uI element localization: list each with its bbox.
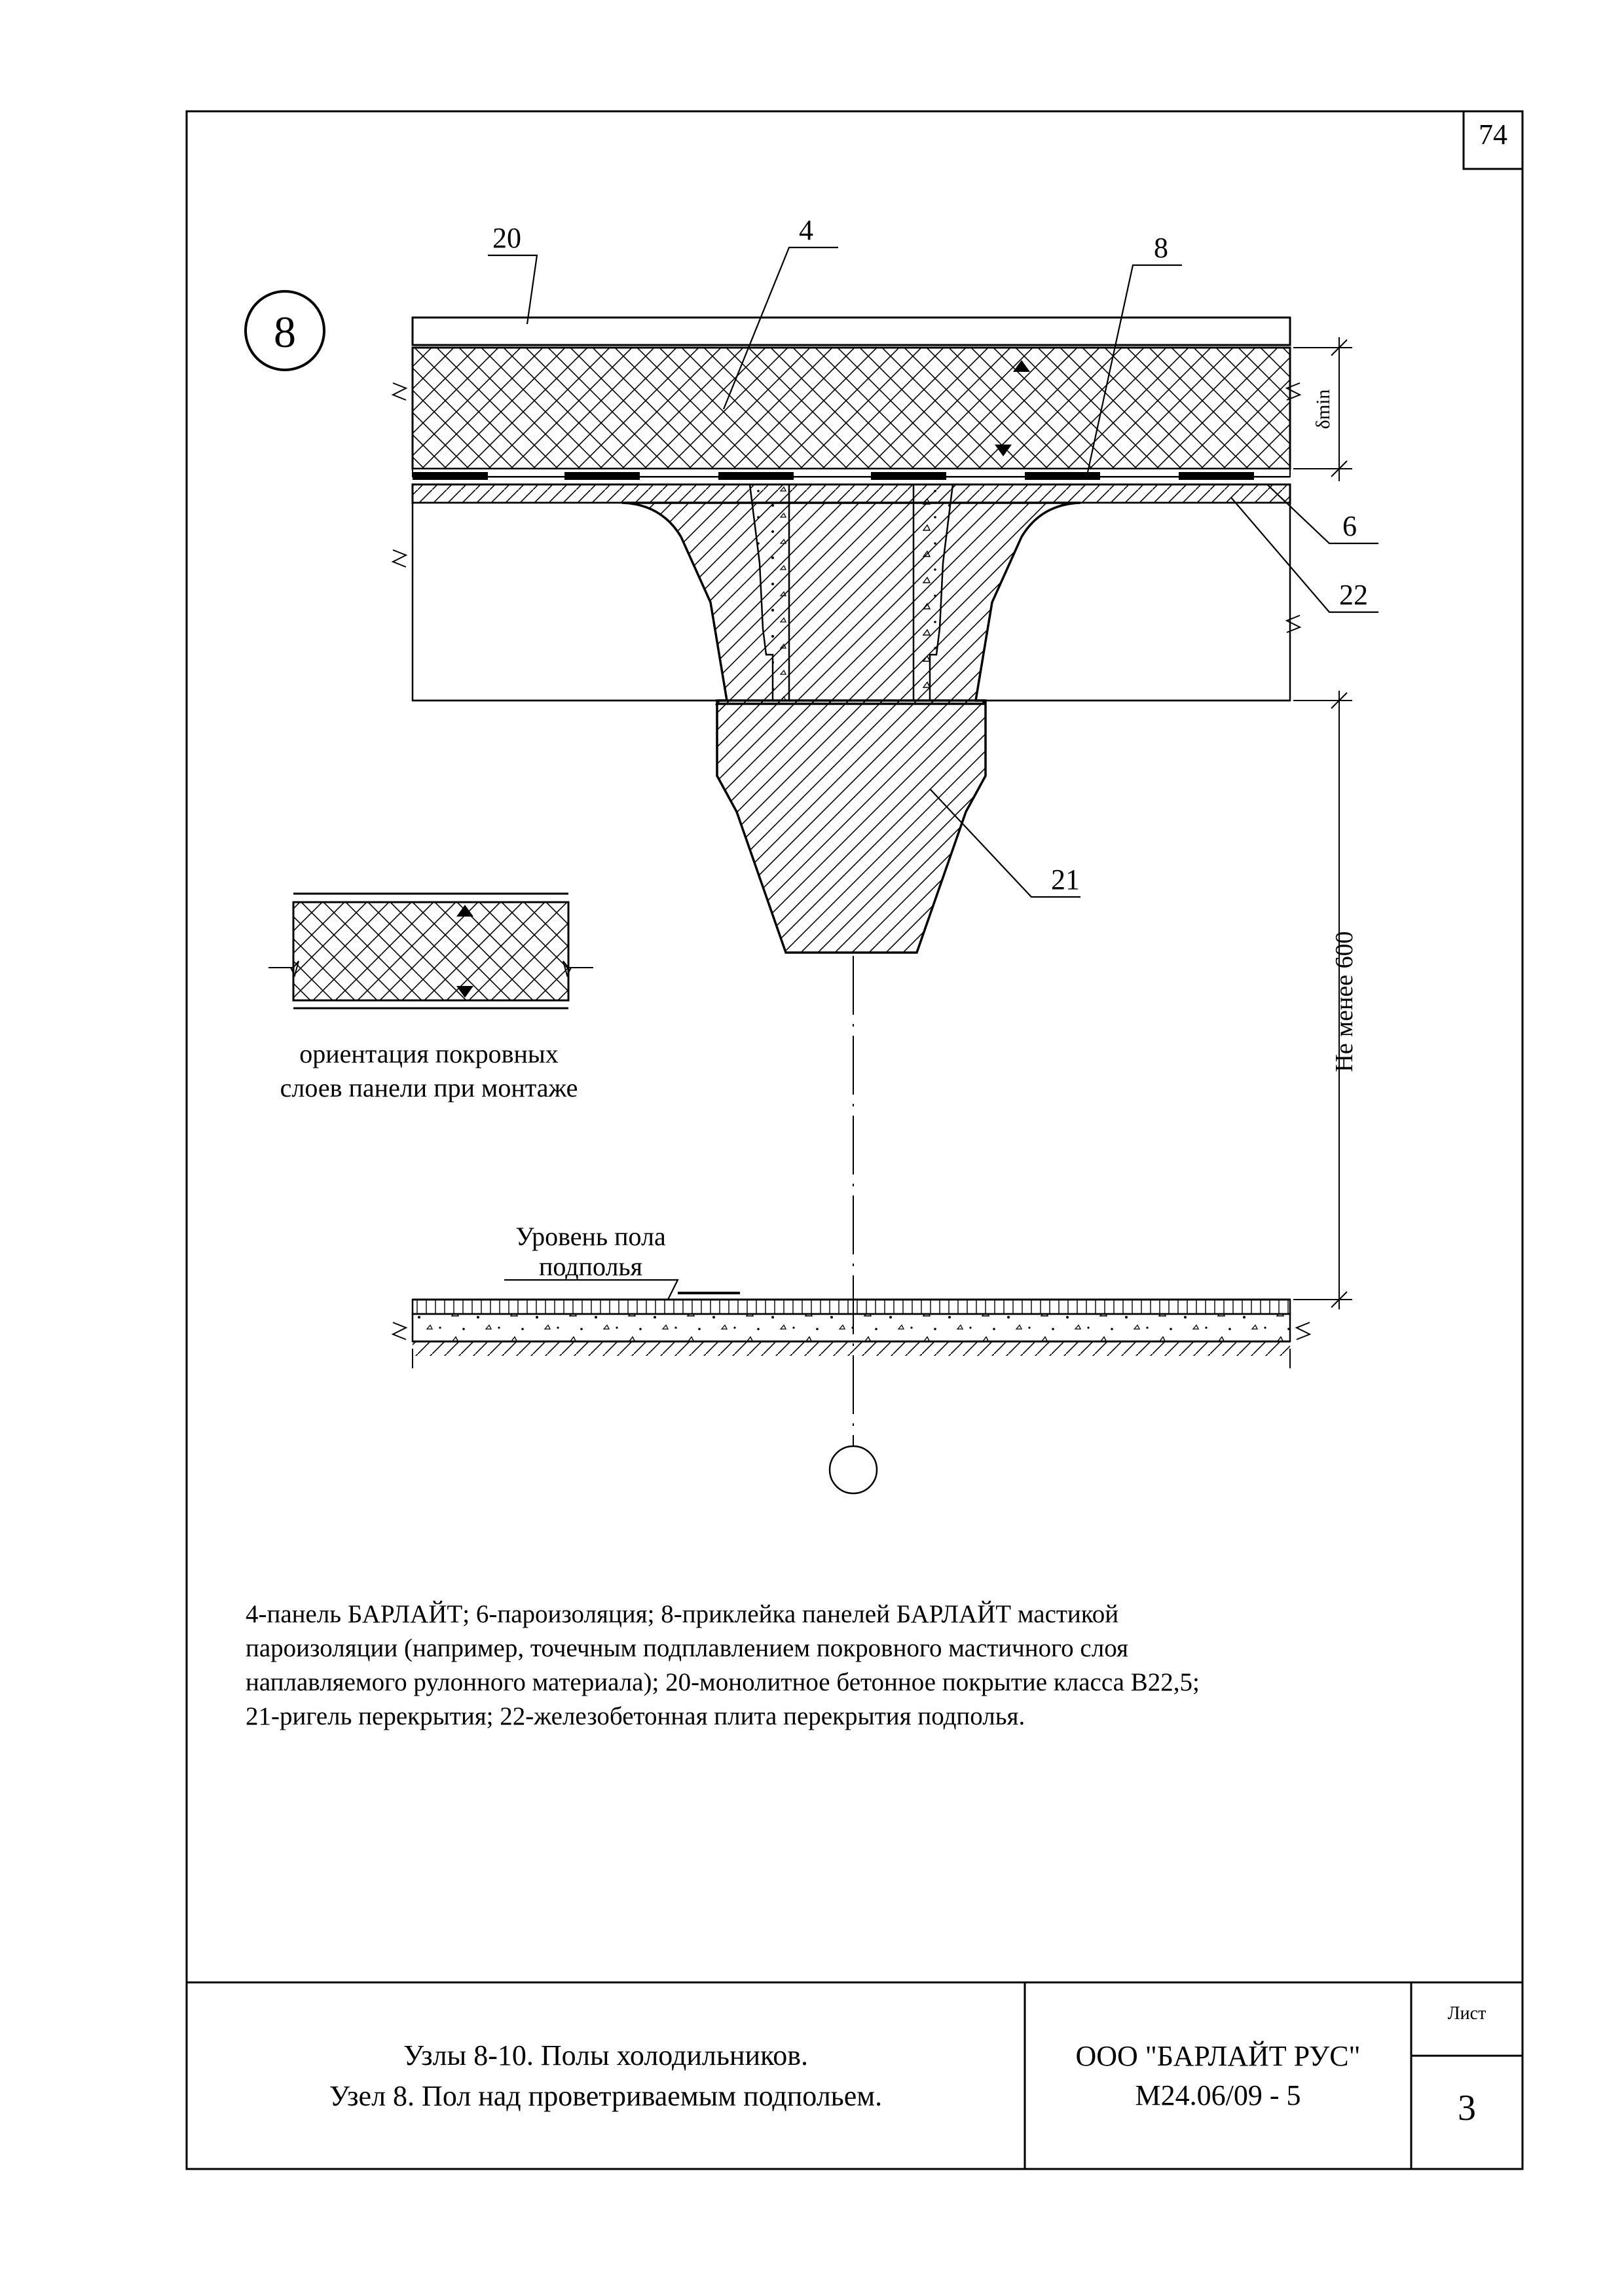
callout-6: 6	[1342, 510, 1357, 542]
note-line: наплавляемого рулонного материала); 20-монолитное бетонное покрытие класса В22,5;	[246, 1668, 1200, 1696]
sheet-label: Лист	[1447, 2003, 1486, 2024]
title-block-title	[187, 1982, 1025, 2169]
document-code: М24.06/09 - 5	[1135, 2079, 1301, 2111]
floor-level-line1: Уровень пола	[515, 1222, 666, 1251]
callout-20: 20	[492, 222, 521, 254]
floor-section	[393, 318, 1300, 1447]
legend-notes	[246, 1597, 1411, 1734]
orientation-caption-line1: ориентация покровных	[299, 1039, 559, 1068]
callout-8: 8	[1154, 232, 1168, 264]
sheet-number: 3	[1458, 2088, 1476, 2128]
orientation-caption-line2: слоев панели при монтаже	[280, 1073, 578, 1102]
title-line1: Узлы 8-10. Полы холодильников.	[403, 2039, 808, 2071]
node-marker	[246, 291, 324, 370]
callout-4: 4	[799, 214, 813, 246]
height-label: Не менее 600	[1331, 931, 1358, 1072]
note-line: 4-панель БАРЛАЙТ; 6-пароизоляция; 8-приклейка панелей БАРЛАЙТ мастикой	[246, 1600, 1119, 1628]
axis-marker	[830, 1446, 877, 1493]
node-number: 8	[274, 307, 296, 357]
title-line2: Узел 8. Пол над проветриваемым подпольем.	[329, 2079, 883, 2112]
callout-22: 22	[1339, 579, 1368, 611]
title-block-organization	[1025, 1982, 1411, 2169]
crawlspace-floor	[393, 1280, 1310, 1368]
note-line: 21-ригель перекрытия; 22-железобетонная плита перекрытия подполья.	[246, 1702, 1025, 1730]
floor-level-line2: подполья	[538, 1252, 643, 1281]
thickness-label: δmin	[1312, 389, 1334, 429]
page-number: 74	[1479, 118, 1507, 151]
org-name: ООО "БАРЛАЙТ РУС"	[1075, 2039, 1361, 2072]
orientation-panel	[268, 894, 593, 1008]
note-line: пароизоляции (например, точечным подплавлением покровного мастичного слоя	[246, 1634, 1128, 1662]
callout-21: 21	[1051, 864, 1080, 896]
